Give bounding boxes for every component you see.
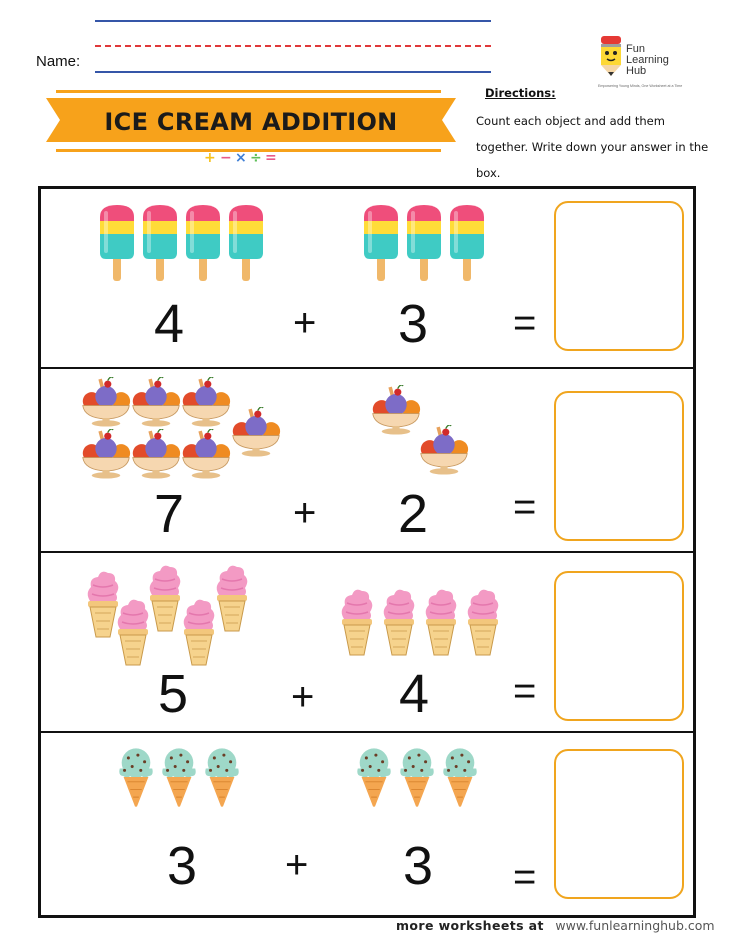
logo-text: Fun Learning Hub xyxy=(626,43,669,77)
directions-body: Count each object and add them together. Write down your answer in the box. xyxy=(476,114,709,180)
addend-b: 3 xyxy=(403,836,434,896)
directions xyxy=(476,86,716,186)
answer-box[interactable] xyxy=(554,201,684,351)
sundae-icon xyxy=(371,385,421,435)
answer-box[interactable] xyxy=(554,749,684,899)
minus-symbol-icon: − xyxy=(220,150,232,166)
name-line-dashed xyxy=(95,45,491,47)
sundae-icon xyxy=(181,429,231,479)
addend-b: 2 xyxy=(398,484,429,544)
addend-b: 3 xyxy=(398,294,429,354)
sundae-icon xyxy=(131,429,181,479)
mint-cone-icon xyxy=(439,747,481,809)
problem-row-4 xyxy=(41,731,693,917)
worksheet-board xyxy=(38,186,696,918)
addend-a: 5 xyxy=(158,664,189,724)
pencil-mascot-icon xyxy=(598,34,624,78)
plus-sign: + xyxy=(293,491,317,535)
pink-cone-icon xyxy=(463,587,503,657)
popsicle-icon xyxy=(404,203,444,281)
sundae-icon xyxy=(231,407,281,457)
pink-cone-icon xyxy=(379,587,419,657)
directions-title: Directions: xyxy=(485,86,556,100)
sundae-icon xyxy=(81,429,131,479)
equals-sign: = xyxy=(513,485,537,529)
mint-cone-icon xyxy=(353,747,395,809)
popsicle-icon xyxy=(361,203,401,281)
popsicle-icon xyxy=(97,203,137,281)
footer-label: more worksheets at xyxy=(396,918,544,933)
pink-cone-icon xyxy=(421,587,461,657)
addend-b: 4 xyxy=(399,664,430,724)
answer-box[interactable] xyxy=(554,571,684,721)
popsicle-icon xyxy=(226,203,266,281)
addend-a: 7 xyxy=(154,484,185,544)
mint-cone-icon xyxy=(201,747,243,809)
mint-cone-icon xyxy=(158,747,200,809)
fun-learning-hub-logo xyxy=(598,34,718,94)
name-line-bottom[interactable] xyxy=(95,71,491,73)
plus-sign: + xyxy=(293,301,317,345)
footer xyxy=(396,918,715,933)
sundae-icon xyxy=(131,377,181,427)
addend-a: 4 xyxy=(154,294,185,354)
popsicle-icon xyxy=(183,203,223,281)
times-symbol-icon: × xyxy=(235,150,247,166)
equals-sign: = xyxy=(513,669,537,713)
problem-row-3 xyxy=(41,551,693,733)
answer-box[interactable] xyxy=(554,391,684,541)
equals-sign: = xyxy=(513,855,537,899)
mint-cone-icon xyxy=(115,747,157,809)
footer-url[interactable]: www.funlearninghub.com xyxy=(555,918,715,933)
problem-row-1 xyxy=(41,189,693,367)
equals-symbol-icon: = xyxy=(265,150,277,166)
name-label: Name: xyxy=(36,53,81,70)
name-line-top xyxy=(95,20,491,22)
popsicle-icon xyxy=(447,203,487,281)
popsicle-icon xyxy=(140,203,180,281)
addend-a: 3 xyxy=(167,836,198,896)
plus-sign: + xyxy=(291,675,315,719)
logo-tagline: Empowering Young Minds, One Worksheet at a Time xyxy=(598,84,683,88)
sundae-icon xyxy=(181,377,231,427)
title-banner xyxy=(46,88,456,168)
divide-symbol-icon: ÷ xyxy=(250,150,262,166)
equals-sign: = xyxy=(513,301,537,345)
pink-cone-icon xyxy=(337,587,377,657)
mint-cone-icon xyxy=(396,747,438,809)
plus-symbol-icon: + xyxy=(204,150,216,166)
pink-cone-icon xyxy=(212,563,252,633)
page-title: ICE CREAM ADDITION xyxy=(104,108,398,136)
sundae-icon xyxy=(81,377,131,427)
sundae-icon xyxy=(419,425,469,475)
problem-row-2 xyxy=(41,367,693,553)
plus-sign: + xyxy=(285,843,309,887)
